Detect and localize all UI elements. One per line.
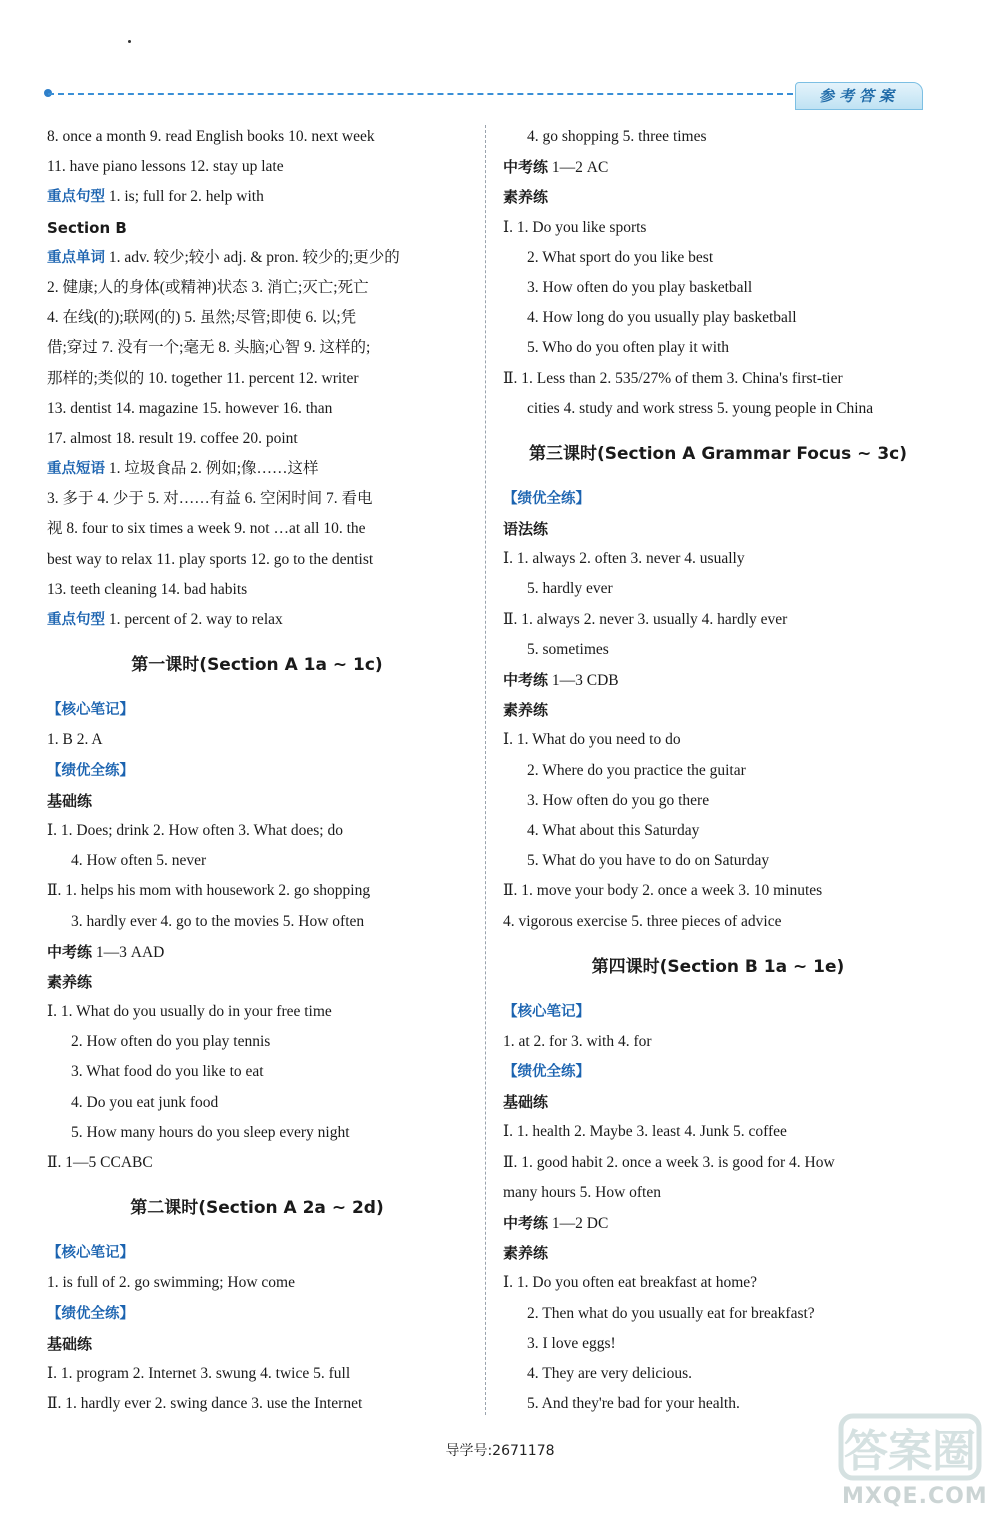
answer-line: 5. Who do you often play it with (527, 339, 730, 357)
answer-line: 那样的;类似的 10. together 11. percent 12. writer (47, 369, 359, 387)
sub-heading: 素养练 (503, 701, 549, 720)
answer-line: 5. How many hours do you sleep every night (71, 1123, 350, 1141)
answer-text: 1. percent of 2. way to relax (105, 611, 283, 628)
answer-line (47, 937, 467, 967)
answer-line: Ⅰ. 1. always 2. often 3. never 4. usually (503, 550, 745, 568)
section-label: 【绩优全练】 (47, 1305, 134, 1322)
answer-line: Ⅰ. 1. Do you like sports (503, 218, 647, 236)
answer-text: 1—3 CDB (548, 672, 619, 689)
answer-line: 1. B 2. A (47, 731, 103, 749)
answer-line: 3. What food do you like to eat (71, 1063, 264, 1081)
header-rule (48, 93, 793, 95)
answer-text: 1—2 DC (548, 1215, 609, 1232)
answer-line: 3. How often do you play basketball (527, 278, 753, 296)
inline-label: 重点句型 (47, 189, 105, 206)
answer-line (47, 243, 467, 273)
inline-label: 重点单词 (47, 249, 105, 266)
svg-text:答案圈: 答案圈 (844, 1426, 976, 1477)
answer-line: Ⅰ. 1. Does; drink 2. How often 3. What does; do (47, 821, 343, 839)
inline-label: 中考练 (503, 158, 549, 177)
answer-line: 8. once a month 9. read English books 10. next week (47, 128, 375, 145)
answer-line: 借;穿过 7. 没有一个;毫无 8. 头脑;心智 9. 这样的; (47, 339, 371, 357)
answer-line: 5. sometimes (527, 640, 609, 658)
answer-line: Ⅰ. 1. Do you often eat breakfast at home? (503, 1274, 758, 1292)
sub-heading: Section B (47, 218, 127, 237)
answer-line: many hours 5. How often (503, 1183, 661, 1201)
lesson-heading: 第二课时(Section A 2a ~ 2d) (130, 1198, 384, 1219)
sub-heading: 基础练 (503, 1093, 549, 1112)
sub-heading: 语法练 (503, 520, 549, 539)
answer-line: 1. at 2. for 3. with 4. for (503, 1032, 652, 1050)
inline-label: 重点短语 (47, 461, 105, 478)
section-label: 【核心笔记】 (503, 1003, 590, 1020)
lesson-heading: 第三课时(Section A Grammar Focus ~ 3c) (528, 443, 908, 464)
answer-line: 2. What sport do you like best (527, 248, 714, 266)
answer-line: Ⅱ. 1. good habit 2. once a week 3. is good for 4. How (503, 1153, 835, 1171)
inline-label: 中考练 (47, 942, 93, 961)
answer-line: 2. Then what do you usually eat for breakfast? (527, 1304, 815, 1322)
scan-speck (128, 40, 131, 43)
answer-line (503, 665, 933, 695)
answer-line: 4. go shopping 5. three times (527, 128, 707, 145)
answer-line: 11. have piano lessons 12. stay up late (47, 158, 284, 176)
sub-heading: 素养练 (503, 188, 549, 207)
answer-line: 13. teeth cleaning 14. bad habits (47, 580, 248, 598)
lesson-heading: 第一课时(Section A 1a ~ 1c) (131, 655, 383, 676)
sub-heading: 素养练 (47, 972, 93, 991)
sub-heading: 基础练 (47, 791, 93, 810)
answer-line: 13. dentist 14. magazine 15. however 16. than (47, 399, 333, 417)
section-label: 【核心笔记】 (47, 702, 134, 719)
answer-line: 5. hardly ever (527, 580, 613, 598)
answer-line: 3. I love eggs! (527, 1334, 616, 1352)
answer-line: Ⅰ. 1. What do you need to do (503, 731, 681, 749)
answer-line: 3. 多于 4. 少于 5. 对……有益 6. 空闲时间 7. 看电 (47, 490, 373, 508)
answer-line: Ⅱ. 1. helps his mom with housework 2. go shopping (47, 882, 371, 900)
answer-line: 4. 在线(的);联网(的) 5. 虽然;尽管;即使 6. 以;凭 (47, 309, 357, 327)
answer-line (47, 182, 467, 212)
answer-line: Ⅰ. 1. What do you usually do in your free time (47, 1003, 332, 1021)
answer-line: 3. hardly ever 4. go to the movies 5. How often (71, 912, 365, 930)
answer-line: 1. is full of 2. go swimming; How come (47, 1274, 295, 1292)
left-column (47, 122, 467, 1419)
answer-line: Ⅱ. 1. Less than 2. 535/27% of them 3. China's first-tier (503, 369, 843, 387)
answer-line (503, 1208, 933, 1238)
section-label: 【绩优全练】 (503, 490, 590, 507)
answer-text: 1—2 AC (548, 159, 609, 177)
answer-text: 1. adv. 较少;较小 adj. & pron. 较少的;更少的 (105, 248, 400, 266)
answer-line: Ⅰ. 1. health 2. Maybe 3. least 4. Junk 5. coffee (503, 1123, 787, 1141)
answer-text: 1. is; full for 2. help with (105, 188, 264, 206)
answer-line: Ⅰ. 1. program 2. Internet 3. swung 4. twice 5. full (47, 1364, 351, 1382)
answer-line: 视 8. four to six times a week 9. not …at all 10. the (47, 520, 366, 538)
answer-line: 5. What do you have to do on Saturday (527, 852, 770, 870)
answer-line (503, 152, 933, 182)
answer-line: 2. 健康;人的身体(或精神)状态 3. 消亡;灭亡;死亡 (47, 278, 369, 296)
answer-line: 4. How long do you usually play basketball (527, 309, 797, 327)
answer-line (47, 454, 467, 484)
answer-line: 4. How often 5. never (71, 852, 207, 870)
inline-label: 中考练 (503, 1214, 549, 1232)
section-label: 【绩优全练】 (503, 1064, 590, 1081)
answer-line: Ⅱ. 1. always 2. never 3. usually 4. hardly ever (503, 610, 788, 628)
answer-line: Ⅱ. 1. move your body 2. once a week 3. 10 minutes (503, 882, 823, 900)
answer-line: 17. almost 18. result 19. coffee 20. point (47, 429, 298, 447)
answer-text: 1. 垃圾食品 2. 例如;像……这样 (105, 460, 319, 478)
section-label: 【核心笔记】 (47, 1245, 134, 1262)
column-divider (485, 125, 486, 1415)
answer-line: 4. vigorous exercise 5. three pieces of advice (503, 912, 782, 930)
answer-line: Ⅱ. 1. hardly ever 2. swing dance 3. use the Internet (47, 1395, 363, 1413)
guide-number: 导学号:2671178 (445, 1443, 555, 1459)
section-label: 【绩优全练】 (47, 762, 134, 779)
answer-line: 2. Where do you practice the guitar (527, 761, 746, 779)
inline-label: 重点句型 (47, 612, 105, 628)
inline-label: 中考练 (503, 671, 549, 689)
right-column (503, 122, 933, 1419)
lesson-heading: 第四课时(Section B 1a ~ 1e) (591, 956, 845, 977)
answer-line: best way to relax 11. play sports 12. go to the dentist (47, 550, 374, 568)
answer-line: 4. Do you eat junk food (71, 1093, 219, 1111)
answer-line: 3. How often do you go there (527, 791, 710, 809)
answer-line: Ⅱ. 1—5 CCABC (47, 1154, 153, 1171)
answer-line: 4. What about this Saturday (527, 821, 700, 839)
answer-line: 2. How often do you play tennis (71, 1033, 271, 1051)
answer-line: 5. And they're bad for your health. (527, 1395, 740, 1413)
answer-text: 1—3 AAD (92, 943, 165, 961)
answer-line: 4. They are very delicious. (527, 1364, 692, 1382)
sub-heading: 基础练 (47, 1334, 93, 1353)
answer-line (47, 605, 467, 635)
watermark-text: MXQE.COM (842, 1484, 988, 1509)
header-tab: 参考答案 (795, 82, 923, 110)
sub-heading: 素养练 (503, 1244, 549, 1263)
answer-line: cities 4. study and work stress 5. young people in China (527, 399, 874, 417)
